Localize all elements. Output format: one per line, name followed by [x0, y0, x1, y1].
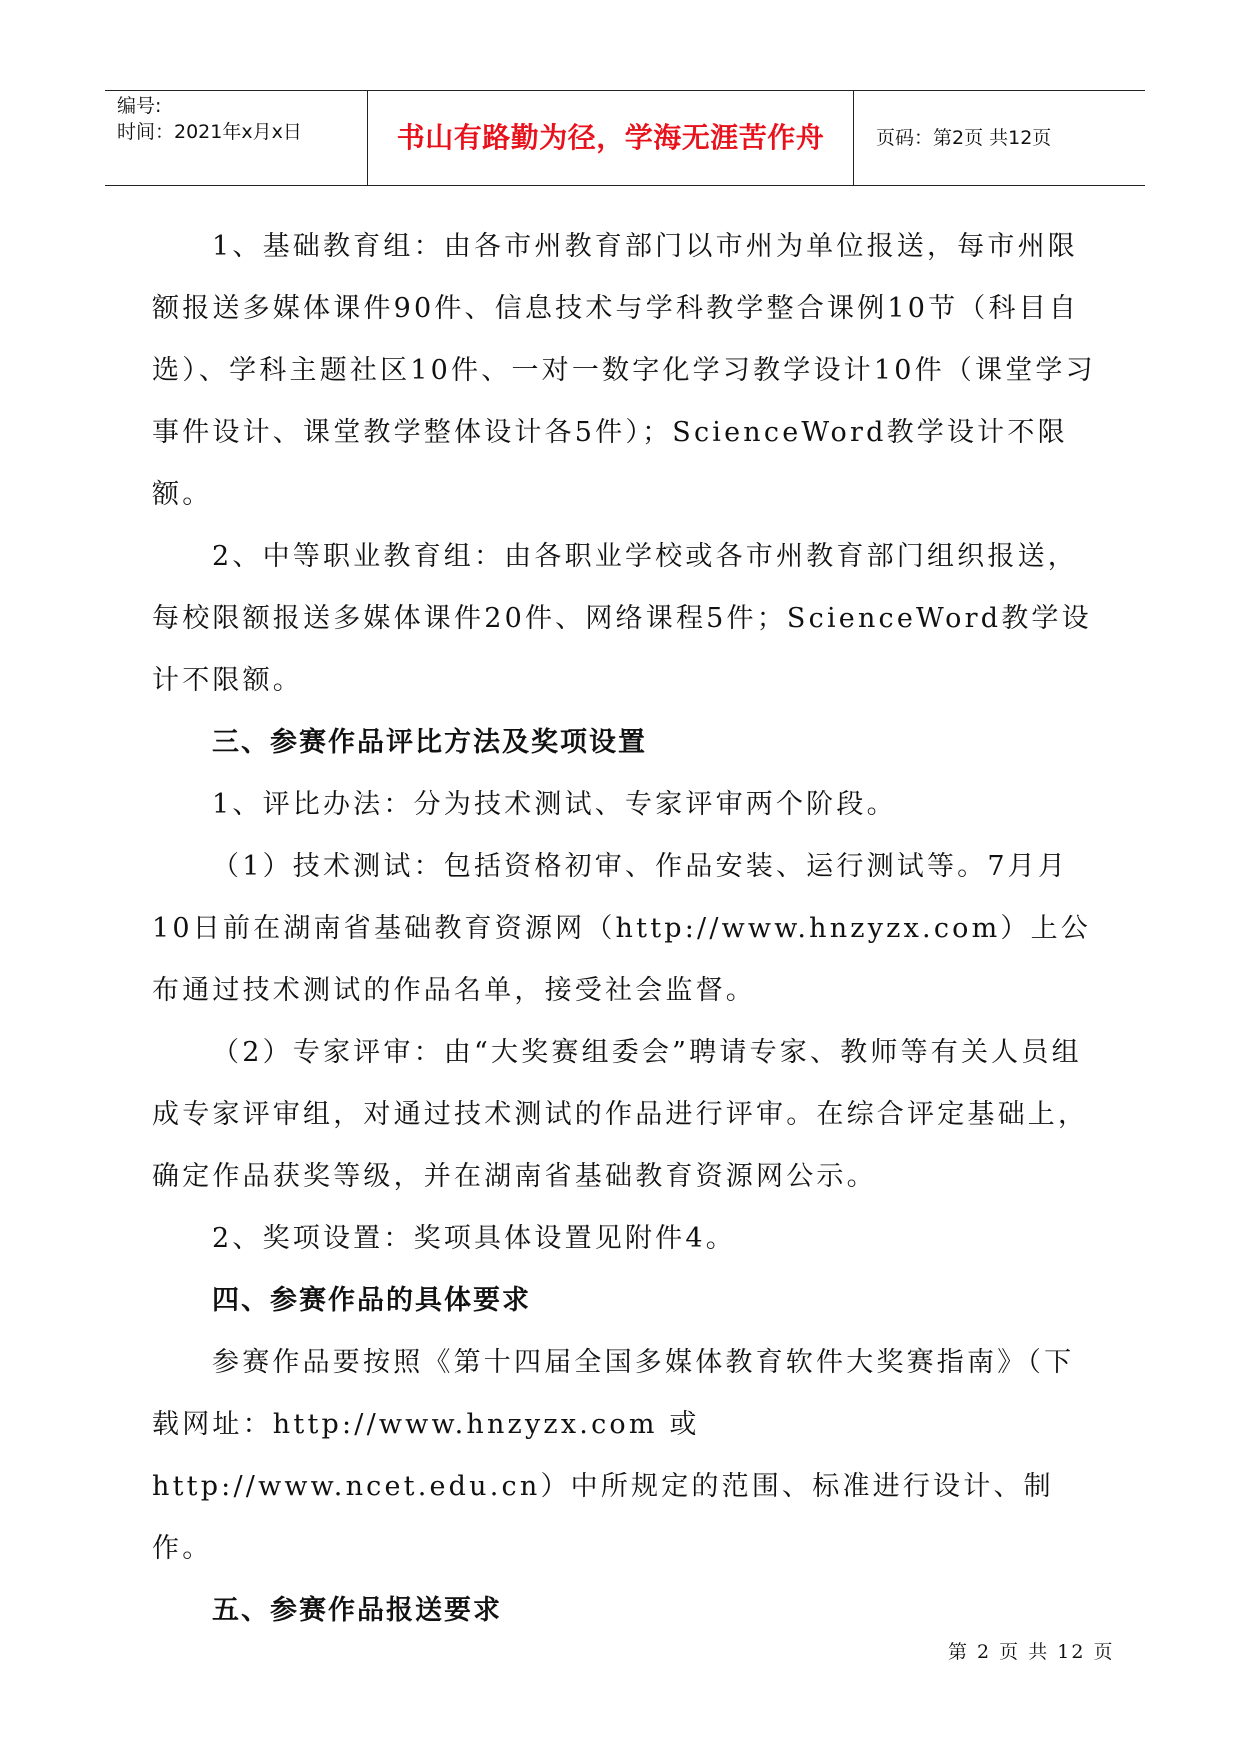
page-header	[105, 90, 1145, 186]
header-motto: 书山有路勤为径，学海无涯苦作舟	[367, 91, 854, 185]
header-page-code: 页码：第2页 共12页	[876, 127, 1052, 149]
header-number-label: 编号:	[117, 95, 162, 117]
section-heading-3: 三、参赛作品评比方法及奖项设置	[212, 727, 647, 758]
page-footer: 第 2 页 共 12 页	[948, 1641, 1115, 1663]
paragraph-evaluation-method: 1、评比办法：分为技术测试、专家评审两个阶段。	[212, 789, 897, 820]
section-heading-4: 四、参赛作品的具体要求	[212, 1285, 531, 1316]
section-heading-5: 五、参赛作品报送要求	[212, 1595, 502, 1626]
header-date-label: 时间：2021年x月x日	[117, 121, 302, 143]
document-body	[152, 216, 1102, 1642]
paragraph-requirements: 参赛作品要按照《第十四届全国多媒体教育软件大奖赛指南》（下载网址：http://www.hnzyzx.com 或 http://www.ncet.edu.cn）中所规定的范围、标准进行设计、制作。	[152, 1347, 1075, 1564]
paragraph-expert-review: （2）专家评审：由“大奖赛组委会”聘请专家、教师等有关人员组成专家评审组，对通过技术测试的作品进行评审。在综合评定基础上，确定作品获奖等级，并在湖南省基础教育资源网公示。	[152, 1037, 1089, 1192]
paragraph-awards: 2、奖项设置：奖项具体设置见附件4。	[212, 1223, 736, 1254]
paragraph-vocational-education: 2、中等职业教育组：由各职业学校或各市州教育部门组织报送，每校限额报送多媒体课件20件、网络课程5件；ScienceWord教学设计不限额。	[152, 541, 1092, 696]
paragraph-technical-test: （1）技术测试：包括资格初审、作品安装、运行测试等。7月月10日前在湖南省基础教育资源网（http://www.hnzyzx.com）上公布通过技术测试的作品名单，接受社会监督。	[152, 851, 1092, 1006]
header-meta	[105, 91, 367, 187]
paragraph-basic-education: 1、基础教育组：由各市州教育部门以市州为单位报送，每市州限额报送多媒体课件90件、信息技术与学科教学整合课例10节（科目自选）、学科主题社区10件、一对一数字化学习教学设计10件（课堂学习事件设计、课堂教学整体设计各5件）；ScienceWord教学设计不限额。	[152, 231, 1096, 510]
